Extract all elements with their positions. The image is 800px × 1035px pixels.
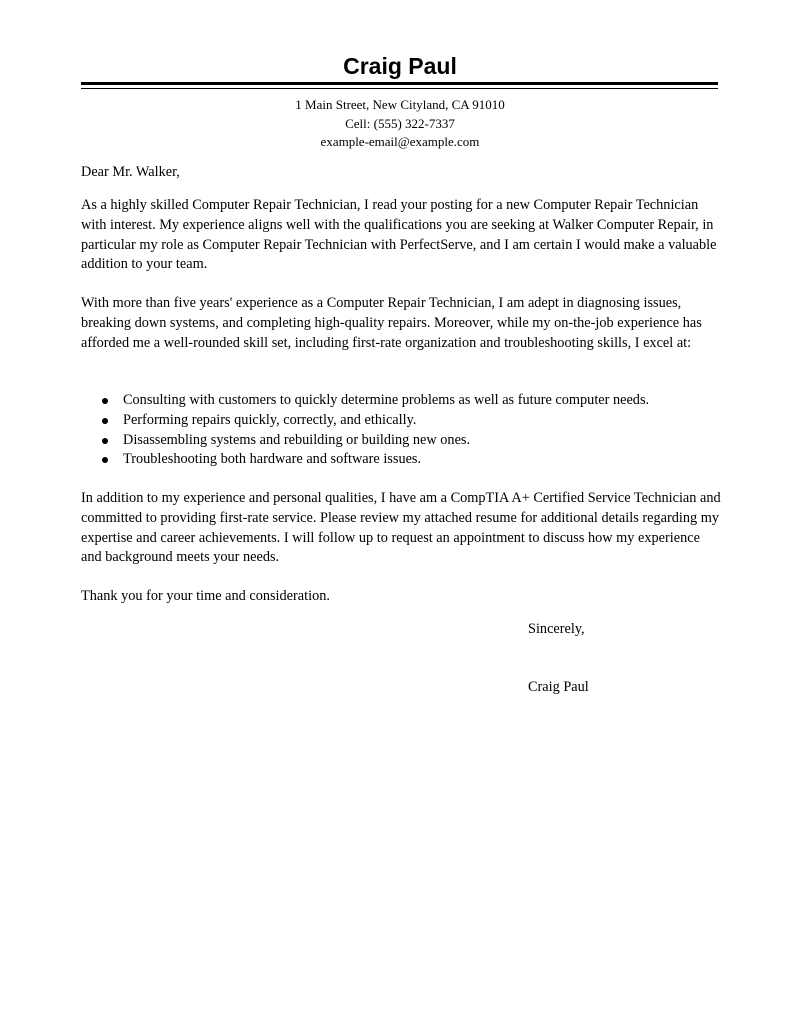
skills-list: [81, 391, 721, 470]
list-item-text: Consulting with customers to quickly determine problems as well as future computer needs.: [123, 392, 650, 408]
paragraph-experience: With more than five years' experience as a Computer Repair Technician, I am adept in diagnosing issues, breaking down systems, and completing high-quality repairs. Moreover, while my on-the-job experience has afforded me a well-rounded skill set, including first-rate organization and troubleshooting skills, I excel at:: [81, 295, 702, 351]
closing: Sincerely,: [528, 621, 585, 637]
phone-line: Cell: (555) 322-7337: [345, 115, 455, 131]
header-rule-thick: [81, 82, 718, 85]
header-rule-thin: [81, 88, 718, 89]
paragraph-thanks: Thank you for your time and consideration.: [81, 588, 330, 604]
list-item: [81, 431, 721, 451]
bullet-icon: [102, 457, 108, 463]
bullet-icon: [102, 398, 108, 404]
list-item-text: Disassembling systems and rebuilding or building new ones.: [123, 431, 471, 448]
paragraph-intro: As a highly skilled Computer Repair Technician, I read your posting for a new Computer Repair Technician with interest. My experience aligns well with the qualifications you are seeking at Walker Computer Repair, in particular my role as Computer Repair Technician with PerfectServe, and I am certain I would make a valuable addition to your team.: [81, 197, 717, 273]
bullet-icon: [102, 418, 108, 424]
list-item-text: Troubleshooting both hardware and software issues.: [123, 451, 422, 468]
signature-name: Craig Paul: [528, 679, 589, 695]
bullet-icon: [102, 438, 108, 444]
list-item: [81, 450, 721, 470]
applicant-name: Craig Paul: [343, 53, 457, 79]
contact-block: [0, 96, 800, 152]
email-line: example-email@example.com: [320, 134, 480, 149]
salutation: Dear Mr. Walker,: [81, 164, 180, 180]
list-item: [81, 411, 721, 431]
address-line: 1 Main Street, New Cityland, CA 91010: [295, 97, 505, 112]
list-item-text: Performing repairs quickly, correctly, and ethically.: [123, 411, 417, 428]
paragraph-qualifications: In addition to my experience and personal qualities, I have am a CompTIA A+ Certified Service Technician and committed to providing first-rate service. Please review my attached resume for additional details regarding my expertise and career achievements. I will follow up to request an appointment to discuss how my experience and background meets your needs.: [81, 490, 721, 566]
list-item: [81, 391, 721, 411]
